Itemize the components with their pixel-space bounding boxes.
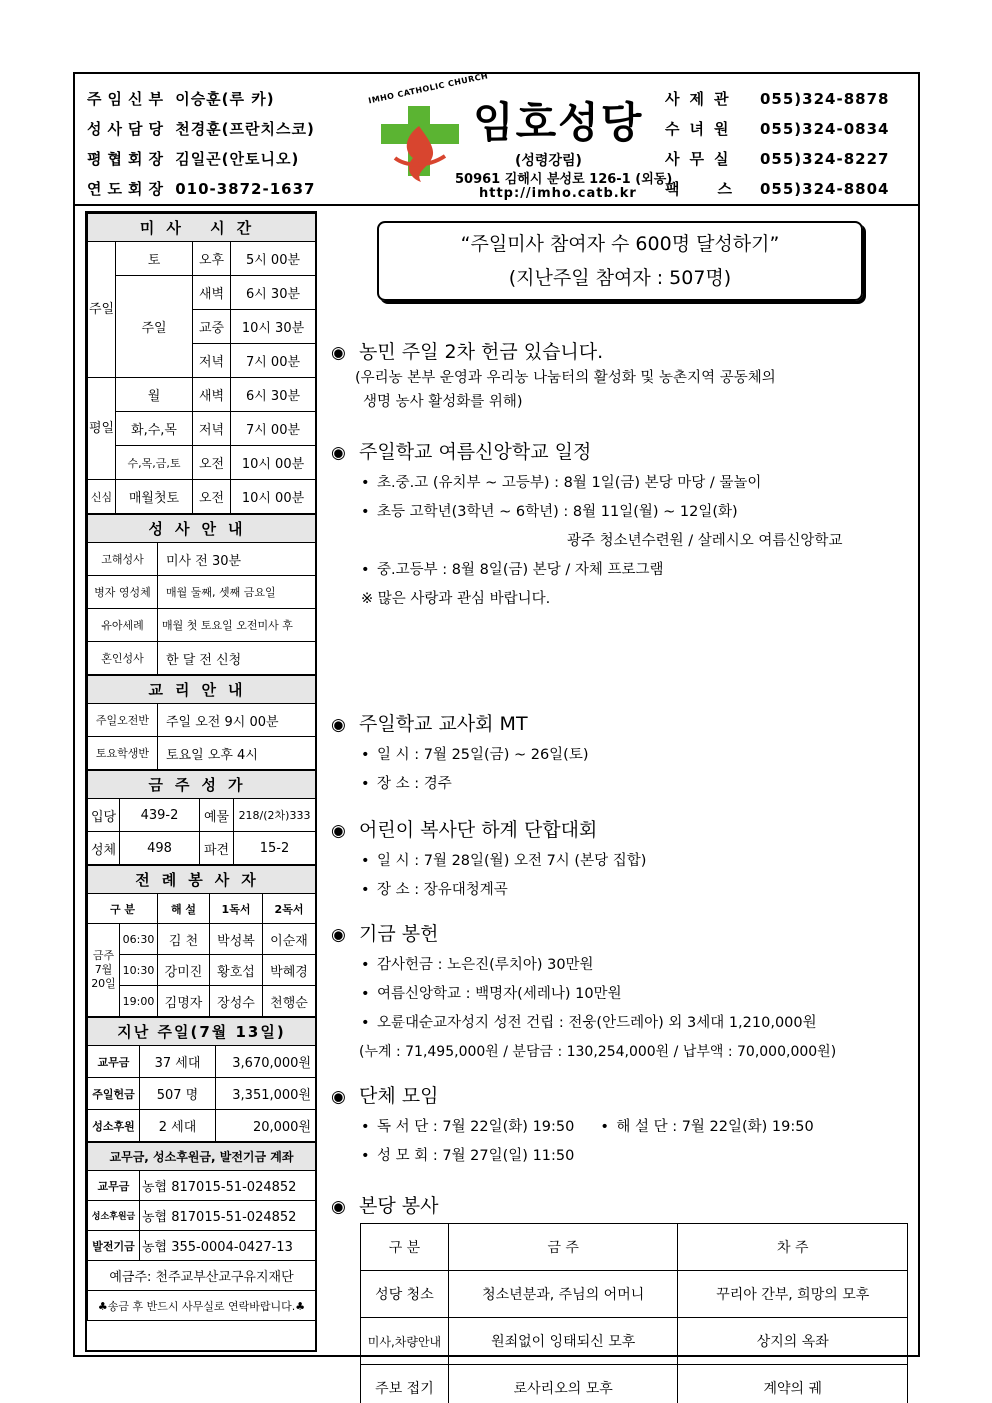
notice-title: 주일학교 여름신앙학교 일정	[359, 441, 592, 463]
notice-title: 단체 모임	[359, 1085, 439, 1107]
notice-desc: (우리농 본부 운영과 우리농 나눔터의 활성화 및 농촌지역 공동체의	[355, 370, 776, 386]
doctrine-table	[87, 675, 316, 770]
notice-title: 어린이 복사단 하계 단합대회	[359, 819, 598, 841]
weekday-label: 평일	[88, 378, 116, 480]
notice-duty	[331, 1193, 916, 1220]
duty-head: 금 주	[448, 1224, 678, 1271]
mass-time: 10시 00분	[231, 446, 316, 480]
notice-desc: 생명 농사 활성화를 위해)	[363, 394, 523, 410]
mass-slot: 교중	[193, 310, 231, 344]
mass-slot: 새벽	[193, 378, 231, 412]
mass-day: 주일	[116, 276, 193, 378]
notice-line: 초.중.고 (유치부 ~ 고등부) : 8월 1일(금) 본당 마당 / 물놀이	[377, 475, 762, 491]
hymn-value: 15-2	[234, 832, 316, 865]
mass-slot: 저녁	[193, 412, 231, 446]
target-bullet-icon: ◉	[331, 925, 346, 945]
last-week-title: 지난 주일(7월 13일)	[88, 1018, 316, 1046]
mass-slot: 새벽	[193, 276, 231, 310]
target-bullet-icon: ◉	[331, 1087, 346, 1107]
notice-title: 본당 봉사	[359, 1195, 439, 1217]
church-address: 50961 김해시 분성로 126-1 (외동)	[455, 172, 673, 187]
dot-icon: •	[361, 986, 370, 1002]
hymn-title: 금주성가	[88, 771, 316, 799]
staff-label: 평협회장	[87, 150, 169, 168]
notice-donation	[331, 921, 916, 1067]
dot-icon: •	[600, 1119, 609, 1135]
server-name: 김 천	[158, 924, 210, 955]
mass-title: 미사 시간	[88, 214, 316, 242]
mass-time: 7시 00분	[231, 344, 316, 378]
notice-summer-school	[331, 439, 916, 614]
notice-line: 장 소 : 장유대청계곡	[377, 882, 508, 898]
notice-line: 여름신앙학교 : 백명자(세레나) 10만원	[377, 986, 622, 1002]
server-name: 박성복	[210, 924, 263, 955]
goal-sub-line: (지난주일 참여자 : 507명)	[508, 267, 732, 289]
notice-teachers-mt	[331, 711, 916, 799]
duty-label: 미사,차량안내	[361, 1318, 449, 1365]
sunday-label: 주일	[88, 242, 116, 378]
notice-line: 일 시 : 7월 25일(금) ~ 26일(토)	[377, 747, 589, 763]
dot-icon: •	[361, 1119, 370, 1135]
dot-icon: •	[361, 475, 370, 491]
server-name: 강미진	[158, 955, 210, 986]
target-bullet-icon: ◉	[331, 343, 346, 363]
mass-time: 7시 00분	[231, 412, 316, 446]
contact-rectory	[665, 84, 889, 114]
hymn-value: 498	[120, 832, 200, 865]
server-name: 박혜경	[263, 955, 316, 986]
church-url[interactable]: http://imho.catb.kr	[479, 186, 637, 201]
notice-line: 중.고등부 : 8월 8일(금) 본당 / 자체 프로그램	[377, 562, 664, 578]
notice-line: 일 시 : 7월 28일(월) 오전 7시 (본당 집합)	[377, 853, 647, 869]
contact-label: 사무실	[665, 150, 739, 168]
sacrament-value: 매월 첫 토요일 오전미사 후	[158, 609, 316, 642]
contact-label: 팩스	[665, 180, 770, 198]
duty-next-week: 계약의 궤	[678, 1365, 908, 1403]
staff-value: 010-3872-1637	[175, 180, 316, 198]
hymn-value: 218/(2차)333	[234, 799, 316, 832]
servers-head: 구 분	[88, 894, 158, 924]
mass-time: 5시 00분	[231, 242, 316, 276]
account-value: 농협 355-0004-0427-13	[140, 1231, 316, 1261]
notice-farmer	[331, 339, 916, 414]
doctrine-title: 교리안내	[88, 676, 316, 704]
contact-value: 055)324-0834	[760, 120, 890, 138]
mass-schedule-table	[87, 213, 316, 514]
dot-icon: •	[361, 1148, 370, 1164]
church-name: 임호성당	[473, 98, 644, 147]
contact-value: 055)324-8227	[760, 150, 890, 168]
sacrament-label: 혼인성사	[88, 642, 158, 675]
mass-time: 10시 00분	[231, 480, 316, 514]
church-logo	[367, 71, 673, 202]
servers-head: 해 설	[158, 894, 210, 924]
staff-value: 이승훈(루 카)	[175, 90, 275, 108]
servers-head: 1독서	[210, 894, 263, 924]
contact-convent	[665, 114, 889, 144]
staff-pastor	[87, 84, 315, 114]
offering-label: 성소후원	[88, 1110, 140, 1142]
servers-title: 전례봉사자	[88, 866, 316, 894]
dot-icon: •	[361, 853, 370, 869]
staff-funeral	[87, 174, 315, 204]
server-name: 이순재	[263, 924, 316, 955]
duty-this-week: 원죄없이 잉태되신 모후	[448, 1318, 678, 1365]
offering-amount: 3,670,000원	[216, 1046, 316, 1078]
account-value: 농협 817015-51-024852	[140, 1201, 316, 1231]
dot-icon: •	[361, 504, 370, 520]
target-bullet-icon: ◉	[331, 443, 346, 463]
duty-table	[360, 1223, 908, 1403]
mass-slot: 오전	[193, 480, 231, 514]
transfer-notice: ♣송금 후 반드시 사무실로 연락바랍니다.♣	[88, 1291, 316, 1321]
bulletin-frame	[73, 71, 920, 1397]
mass-time: 6시 30분	[231, 276, 316, 310]
sacrament-label: 병자 영성체	[88, 576, 158, 609]
mass-sinsim-label: 신심	[88, 480, 116, 514]
hymn-label: 성체	[88, 832, 120, 865]
target-bullet-icon: ◉	[331, 715, 346, 735]
duty-this-week: 청소년분과, 주님의 어머니	[448, 1271, 678, 1318]
notice-line: 광주 청소년수련원 / 살레시오 여름신앙학교	[567, 533, 843, 549]
donation-summary: (누계 : 71,495,000원 / 분담금 : 130,254,000원 / 납부액 : 70,000,000원)	[359, 1044, 837, 1060]
account-label: 성소후원금	[88, 1201, 140, 1231]
server-name: 김명자	[158, 986, 210, 1017]
mass-day: 매월첫토	[116, 480, 193, 514]
mass-slot: 저녁	[193, 344, 231, 378]
last-week-table	[87, 1017, 316, 1142]
mass-day: 토	[116, 242, 193, 276]
notice-line: 장 소 : 경주	[377, 776, 452, 792]
mass-slot: 오전	[193, 446, 231, 480]
staff-value: 김일곤(안토니오)	[175, 150, 300, 168]
notice-title: 농민 주일 2차 헌금 있습니다.	[359, 341, 604, 363]
staff-value: 천경훈(프란치스코)	[175, 120, 315, 138]
dot-icon: •	[361, 747, 370, 763]
goal-banner	[377, 221, 863, 301]
duty-label: 주보 접기	[361, 1365, 449, 1403]
offering-label: 교무금	[88, 1046, 140, 1078]
target-bullet-icon: ◉	[331, 1197, 346, 1217]
offering-count: 2 세대	[140, 1110, 216, 1142]
server-name: 황호섭	[210, 955, 263, 986]
target-bullet-icon: ◉	[331, 821, 346, 841]
staff-label: 연도회장	[87, 180, 169, 198]
contact-list	[665, 84, 889, 204]
account-label: 교무금	[88, 1171, 140, 1201]
doctrine-label: 토요학생반	[88, 737, 158, 770]
mass-day: 화,수,목	[116, 412, 193, 446]
sacrament-value: 한 달 전 신청	[158, 642, 316, 675]
offering-count: 507 명	[140, 1078, 216, 1110]
contact-value: 055)324-8878	[760, 90, 890, 108]
servers-head: 2독서	[263, 894, 316, 924]
staff-label: 주임신부	[87, 90, 169, 108]
sidebar	[85, 211, 317, 1352]
staff-list	[87, 84, 315, 204]
contact-fax	[665, 174, 889, 204]
notice-title: 주일학교 교사회 MT	[359, 713, 528, 735]
hymn-value: 439-2	[120, 799, 200, 832]
sacrament-value: 매월 둘째, 셋째 금요일	[158, 576, 316, 609]
server-time: 06:30	[120, 924, 158, 955]
notice-line: 오륜대순교자성지 성전 건립 : 전웅(안드레아) 외 3세대 1,210,000원	[377, 1015, 817, 1031]
server-time: 10:30	[120, 955, 158, 986]
dot-icon: •	[361, 562, 370, 578]
notice-line: 성 모 회 : 7월 27일(일) 11:50	[377, 1148, 575, 1164]
sacrament-table	[87, 514, 316, 675]
duty-label: 성당 청소	[361, 1271, 449, 1318]
duty-this-week: 로사리오의 모후	[448, 1365, 678, 1403]
notice-line: 초등 고학년(3학년 ~ 6학년) : 8월 11일(월) ~ 12일(화)	[377, 504, 738, 520]
goal-line: “주일미사 참여자 수 600명 달성하기”	[460, 233, 780, 255]
header	[75, 71, 918, 206]
dot-icon: •	[361, 776, 370, 792]
notice-title: 기금 봉헌	[359, 923, 439, 945]
hymn-table	[87, 770, 316, 865]
staff-confessor	[87, 114, 315, 144]
server-time: 19:00	[120, 986, 158, 1017]
mass-slot: 오후	[193, 242, 231, 276]
dot-icon: •	[361, 957, 370, 973]
hymn-label: 파견	[200, 832, 234, 865]
notice-altar-servers	[331, 817, 916, 905]
staff-label: 성사담당	[87, 120, 169, 138]
mass-time: 10시 30분	[231, 310, 316, 344]
servers-date: 금주 7월 20일	[88, 924, 120, 1017]
sacrament-label: 고해성사	[88, 543, 158, 576]
notice-line: 감사헌금 : 노은진(루치아) 30만원	[377, 957, 594, 973]
cross-flame-icon	[375, 96, 465, 186]
duty-head: 구 분	[361, 1224, 449, 1271]
accounts-title: 교무금, 성소후원금, 발전기금 계좌	[88, 1143, 316, 1171]
mass-time: 6시 30분	[231, 378, 316, 412]
sacrament-title: 성사안내	[88, 515, 316, 543]
sacrament-label: 유아세례	[88, 609, 158, 642]
doctrine-label: 주일오전반	[88, 704, 158, 737]
contact-value: 055)324-8804	[760, 180, 890, 198]
servers-table	[87, 865, 316, 1017]
depositor: 예금주: 천주교부산교구유지재단	[88, 1261, 316, 1291]
sacrament-value: 미사 전 30분	[158, 543, 316, 576]
doctrine-value: 주일 오전 9시 00분	[158, 704, 316, 737]
doctrine-value: 토요일 오후 4시	[158, 737, 316, 770]
mass-day: 수,목,금,토	[116, 446, 193, 480]
duty-next-week: 꾸리아 간부, 희망의 모후	[678, 1271, 908, 1318]
mass-day: 월	[116, 378, 193, 412]
contact-label: 사제관	[665, 90, 739, 108]
hymn-label: 예물	[200, 799, 234, 832]
contact-label: 수녀원	[665, 120, 739, 138]
staff-council	[87, 144, 315, 174]
account-value: 농협 817015-51-024852	[140, 1171, 316, 1201]
accounts-table	[87, 1142, 316, 1321]
church-patron: (성령강림)	[515, 153, 582, 169]
duty-head: 차 주	[678, 1224, 908, 1271]
notice-groups	[331, 1083, 916, 1171]
notice-line: 해 설 단 : 7월 22일(화) 19:50	[616, 1119, 814, 1135]
contact-office	[665, 144, 889, 174]
duty-next-week: 상지의 옥좌	[678, 1318, 908, 1365]
offering-count: 37 세대	[140, 1046, 216, 1078]
offering-amount: 3,351,000원	[216, 1078, 316, 1110]
server-name: 천행순	[263, 986, 316, 1017]
dot-icon: •	[361, 1015, 370, 1031]
server-name: 장성수	[210, 986, 263, 1017]
account-label: 발전기금	[88, 1231, 140, 1261]
dot-icon: •	[361, 882, 370, 898]
notice-note: ※ 많은 사랑과 관심 바랍니다.	[361, 591, 551, 607]
hymn-label: 입당	[88, 799, 120, 832]
offering-amount: 20,000원	[216, 1110, 316, 1142]
notice-line: 독 서 단 : 7월 22일(화) 19:50	[377, 1119, 575, 1135]
offering-label: 주일헌금	[88, 1078, 140, 1110]
church-arc-text: IMHO CATHOLIC CHURCH	[367, 71, 489, 106]
